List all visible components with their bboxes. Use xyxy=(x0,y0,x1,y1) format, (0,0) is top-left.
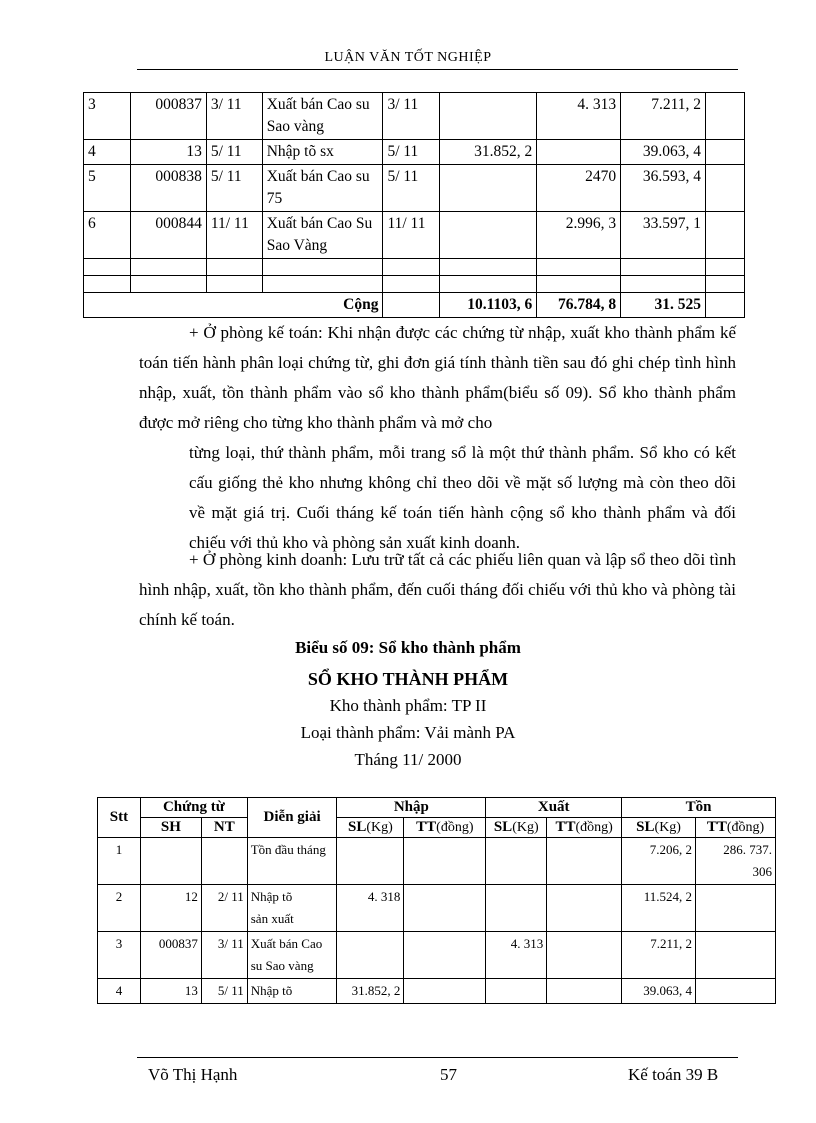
form-title: SỔ KHO THÀNH PHẨM xyxy=(307,669,509,689)
nt-cell: 5/ 11 xyxy=(206,140,262,165)
table-row xyxy=(84,140,745,165)
desc-line: Tồn đầu tháng xyxy=(250,842,326,857)
table-row xyxy=(98,838,776,885)
col-xuat: Xuất xyxy=(486,798,622,818)
nhap-tt-cell xyxy=(404,979,486,1004)
table-row xyxy=(98,885,776,932)
nt-cell: 11/ 11 xyxy=(206,212,262,259)
ton-tt-cell xyxy=(696,838,776,885)
col-ton-tt xyxy=(696,818,776,838)
stt-cell: 6 xyxy=(84,212,131,259)
form-caption: Biểu số 09: Sổ kho thành phẩm xyxy=(295,638,521,657)
nhap-sl-cell xyxy=(337,838,404,885)
total-xuat: 76.784, 8 xyxy=(537,293,621,318)
xuat-tt-cell xyxy=(547,838,622,885)
desc-line: Nhập tõ xyxy=(250,983,293,998)
warehouse-label: Kho thành phẩm: TP II xyxy=(329,696,487,715)
col-xuat-sl xyxy=(486,818,547,838)
desc-cell xyxy=(247,932,337,979)
desc-line: su Sao vàng xyxy=(250,958,314,973)
sh-cell: 13 xyxy=(130,140,206,165)
month-label: Tháng 11/ 2000 xyxy=(354,750,462,769)
date-cell: 3/ 11 xyxy=(383,93,440,140)
ton-cell: 39.063, 4 xyxy=(621,140,706,165)
ton-sl-cell: 11.524, 2 xyxy=(622,885,696,932)
col-dien-giai: Diễn giải xyxy=(247,798,337,838)
tt-label: TT xyxy=(555,819,576,835)
col-xuat-tt xyxy=(547,818,622,838)
xuat-sl-cell xyxy=(486,979,547,1004)
nhap-cell xyxy=(440,93,537,140)
sl-unit: (Kg) xyxy=(654,820,681,835)
empty-row xyxy=(84,276,745,293)
ton-tt-cell xyxy=(696,885,776,932)
sl-unit: (Kg) xyxy=(366,820,393,835)
xuat-cell: 4. 313 xyxy=(537,93,621,140)
stt-cell: 5 xyxy=(84,165,131,212)
desc-cell xyxy=(247,838,337,885)
col-nhap-sl xyxy=(337,818,404,838)
stt-cell: 3 xyxy=(98,932,141,979)
nt-cell: 5/ 11 xyxy=(201,979,247,1004)
empty-cell xyxy=(706,212,745,259)
ton-cell: 36.593, 4 xyxy=(621,165,706,212)
header-divider xyxy=(137,69,738,70)
sl-label: SL xyxy=(348,819,367,835)
xuat-tt-cell xyxy=(547,932,622,979)
stt-cell: 3 xyxy=(84,93,131,140)
col-sh: SH xyxy=(140,818,201,838)
tt-label: TT xyxy=(706,819,727,835)
sh-cell: 12 xyxy=(140,885,201,932)
xuat-cell: 2.996, 3 xyxy=(537,212,621,259)
nhap-tt-cell xyxy=(404,838,486,885)
date-cell: 5/ 11 xyxy=(383,165,440,212)
ton-tt-cell xyxy=(696,932,776,979)
empty-cell xyxy=(706,293,745,318)
nhap-cell xyxy=(440,212,537,259)
paragraph-text: + Ở phòng kế toán: Khi nhận được các chứng từ nhập, xuất kho thành phẩm kế toán tiến hành phân loại chứng từ, ghi đơn giá tính thành tiền sau đó ghi chép tình hình nhập, xuất, tồn thành phẩm vào sổ kho thành phẩm(biểu số 09). Sổ kho thành phẩm được mở riêng cho từng kho thành phẩm và mở cho xyxy=(139,323,736,432)
desc-cell: Nhập tõ sx xyxy=(262,140,383,165)
total-ton: 31. 525 xyxy=(621,293,706,318)
nt-cell: 5/ 11 xyxy=(206,165,262,212)
total-label: Cộng xyxy=(84,293,383,318)
empty-cell xyxy=(383,293,440,318)
ton-sl-cell: 39.063, 4 xyxy=(622,979,696,1004)
empty-cell xyxy=(706,93,745,140)
sh-cell: 000837 xyxy=(130,93,206,140)
ton-tt-line: 286. 737. xyxy=(723,842,772,857)
ton-sl-cell: 7.206, 2 xyxy=(622,838,696,885)
sh-cell xyxy=(140,838,201,885)
paragraph-accounting-dept xyxy=(139,318,736,558)
xuat-tt-cell xyxy=(547,979,622,1004)
paragraph-text-continued: từng loại, thứ thành phẩm, mỗi trang sổ là một thứ thành phẩm. Sổ kho có kết cấu giống thẻ kho nhưng không chỉ theo dõi về mặt số lượng mà còn theo dõi về mặt giá trị. Cuối tháng kế toán tiến hành cộng sổ kho thành phẩm và đối chiếu với thủ kho và phòng sản xuất kinh doanh. xyxy=(189,443,736,552)
table-row xyxy=(98,932,776,979)
sl-label: SL xyxy=(636,819,655,835)
tt-unit: (đồng) xyxy=(436,820,474,835)
table-row xyxy=(98,979,776,1004)
nt-cell: 2/ 11 xyxy=(201,885,247,932)
nhap-tt-cell xyxy=(404,885,486,932)
warehouse-ledger-table xyxy=(97,797,776,1004)
tt-unit: (đồng) xyxy=(575,820,613,835)
tt-unit: (đồng) xyxy=(726,820,765,835)
date-cell: 5/ 11 xyxy=(383,140,440,165)
sl-label: SL xyxy=(493,819,513,835)
product-type-label: Loại thành phẩm: Vải mành PA xyxy=(300,723,516,742)
desc-line: sản xuất xyxy=(250,911,294,926)
ledger-table-continued xyxy=(83,92,745,318)
col-chung-tu: Chứng từ xyxy=(140,798,247,818)
date-cell: 11/ 11 xyxy=(383,212,440,259)
footer-divider xyxy=(137,1057,738,1058)
sl-unit: (Kg) xyxy=(512,820,539,835)
desc-line: Xuất bán Cao xyxy=(250,936,323,951)
table-row xyxy=(84,212,745,259)
sh-cell: 13 xyxy=(140,979,201,1004)
stt-cell: 4 xyxy=(98,979,141,1004)
stt-cell: 2 xyxy=(98,885,141,932)
empty-cell xyxy=(706,165,745,212)
desc-cell: Xuất bán Cao su Sao vàng xyxy=(262,93,383,140)
sh-cell: 000837 xyxy=(140,932,201,979)
ton-tt-cell xyxy=(696,979,776,1004)
footer-author: Võ Thị Hạnh xyxy=(148,1065,238,1084)
col-nhap: Nhập xyxy=(337,798,486,818)
xuat-sl-cell xyxy=(486,838,547,885)
xuat-sl-cell: 4. 313 xyxy=(486,932,547,979)
nhap-sl-cell: 31.852, 2 xyxy=(337,979,404,1004)
tt-label: TT xyxy=(416,819,437,835)
col-stt: Stt xyxy=(98,798,141,838)
page-header-title: LUẬN VĂN TỐT NGHIỆP xyxy=(324,50,492,65)
ton-cell: 7.211, 2 xyxy=(621,93,706,140)
sh-cell: 000838 xyxy=(130,165,206,212)
total-nhap: 10.1103, 6 xyxy=(440,293,537,318)
nhap-cell: 31.852, 2 xyxy=(440,140,537,165)
nt-cell: 3/ 11 xyxy=(201,932,247,979)
desc-cell: Xuất bán Cao Su Sao Vàng xyxy=(262,212,383,259)
empty-cell xyxy=(706,140,745,165)
nt-cell xyxy=(201,838,247,885)
nhap-cell xyxy=(440,165,537,212)
paragraph-business-dept xyxy=(139,545,736,635)
sh-cell: 000844 xyxy=(130,212,206,259)
desc-cell xyxy=(247,885,337,932)
xuat-sl-cell xyxy=(486,885,547,932)
col-nt: NT xyxy=(201,818,247,838)
footer-page-number: 57 xyxy=(440,1065,457,1084)
xuat-cell: 2470 xyxy=(537,165,621,212)
col-nhap-tt xyxy=(404,818,486,838)
footer-class: Kế toán 39 B xyxy=(628,1065,719,1084)
total-row xyxy=(84,293,745,318)
desc-cell xyxy=(247,979,337,1004)
ton-cell: 33.597, 1 xyxy=(621,212,706,259)
desc-cell: Xuất bán Cao su 75 xyxy=(262,165,383,212)
stt-cell: 4 xyxy=(84,140,131,165)
nt-cell: 3/ 11 xyxy=(206,93,262,140)
nhap-tt-cell xyxy=(404,932,486,979)
desc-line: Nhập tõ xyxy=(250,889,293,904)
table-row xyxy=(84,93,745,140)
ton-sl-cell: 7.211, 2 xyxy=(622,932,696,979)
nhap-sl-cell xyxy=(337,932,404,979)
ton-tt-line: 306 xyxy=(752,864,772,879)
col-ton: Tồn xyxy=(622,798,776,818)
xuat-cell xyxy=(537,140,621,165)
xuat-tt-cell xyxy=(547,885,622,932)
empty-row xyxy=(84,259,745,276)
nhap-sl-cell: 4. 318 xyxy=(337,885,404,932)
paragraph-text: + Ở phòng kinh doanh: Lưu trữ tất cả các phiếu liên quan và lập sổ theo dõi tình hình nhập, xuất, tồn kho thành phẩm, đến cuối tháng đối chiếu với thủ kho và phòng tài chính kế toán. xyxy=(139,550,736,629)
table-row xyxy=(84,165,745,212)
col-ton-sl xyxy=(622,818,696,838)
stt-cell: 1 xyxy=(98,838,141,885)
